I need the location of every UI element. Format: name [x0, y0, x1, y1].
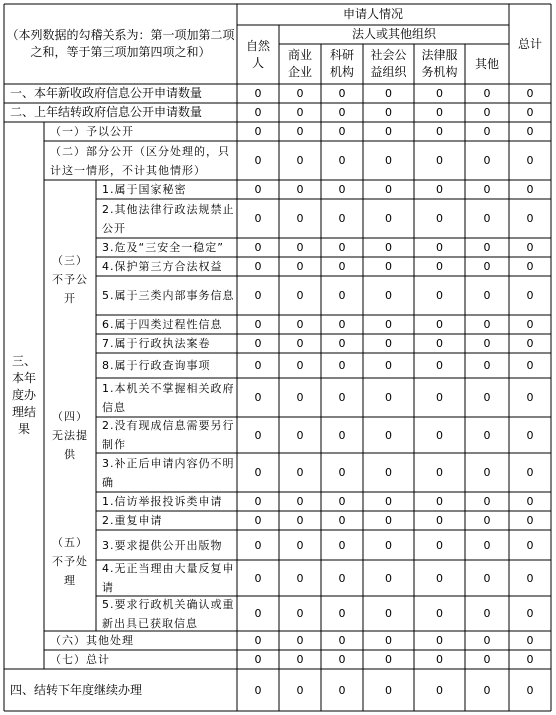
value-cell: 0 [385, 634, 392, 647]
value-cell: 0 [385, 359, 392, 372]
row-label: 3.危及“三安全一稳定” [102, 241, 224, 254]
value-cell: 0 [526, 183, 534, 196]
value-cell: 0 [526, 359, 534, 372]
value-cell: 0 [483, 359, 491, 372]
value-cell: 0 [436, 653, 443, 666]
value-cell: 0 [526, 571, 534, 585]
value-cell: 0 [483, 289, 491, 302]
not-processed-label: （五）不予处理 [52, 536, 88, 587]
value-cell: 0 [338, 514, 346, 527]
value-cell: 0 [436, 154, 443, 167]
value-cell: 0 [338, 318, 346, 331]
value-cell: 0 [254, 154, 262, 167]
value-cell: 0 [385, 571, 392, 585]
value-cell: 0 [254, 241, 262, 254]
value-cell: 0 [526, 212, 534, 225]
value-cell: 0 [385, 391, 392, 404]
value-cell: 0 [338, 154, 346, 167]
value-cell: 0 [483, 318, 491, 331]
value-cell: 0 [483, 154, 491, 167]
row-label: 2.重复申请 [102, 514, 163, 527]
value-cell: 0 [254, 428, 262, 442]
row-label: 5.要求行政机关确认或重新出具已获取信息 [102, 597, 235, 630]
value-cell: 0 [385, 125, 392, 138]
header-legal-org: 法人或其他组织 [351, 27, 436, 41]
value-cell: 0 [526, 428, 534, 442]
value-cell: 0 [338, 391, 346, 404]
row-label: 4.保护第三方合法权益 [102, 260, 223, 273]
value-cell: 0 [296, 428, 304, 442]
value-cell: 0 [526, 391, 534, 404]
header-applicant-info: 申请人情况 [342, 7, 403, 21]
value-cell: 0 [436, 106, 443, 119]
value-cell: 0 [296, 514, 304, 527]
row-label: （一）予以公开 [50, 125, 134, 138]
value-cell: 0 [483, 241, 491, 254]
value-cell: 0 [254, 683, 262, 697]
row-label: 1.属于国家秘密 [102, 183, 187, 196]
value-cell: 0 [483, 183, 491, 196]
value-cell: 0 [436, 125, 443, 138]
value-cell: 0 [385, 538, 392, 552]
value-cell: 0 [338, 337, 346, 350]
header-social-welfare: 社会公益组织 [370, 48, 407, 79]
row-label: 1.信访举报投诉类申请 [102, 495, 223, 508]
value-cell: 0 [296, 289, 304, 302]
header-research: 科研机构 [329, 48, 354, 79]
value-cell: 0 [254, 337, 262, 350]
value-cell: 0 [436, 212, 443, 225]
value-cell: 0 [483, 514, 491, 527]
not-disclosed-label: （三）不予公开 [52, 253, 88, 305]
value-cell: 0 [338, 653, 346, 666]
header-legal-service: 法律服务机构 [421, 48, 458, 79]
value-cell: 0 [483, 538, 491, 552]
value-cell: 0 [385, 212, 392, 225]
value-cell: 0 [483, 212, 491, 225]
value-cell: 0 [436, 495, 443, 508]
value-cell: 0 [296, 571, 304, 585]
row-label: （二）部分公开（区分处理的，只计这一情形，不计其他情形） [50, 144, 230, 177]
value-cell: 0 [436, 683, 443, 697]
row-label: 2.没有现成信息需要另行制作 [102, 419, 235, 451]
value-cell: 0 [385, 653, 392, 666]
value-cell: 0 [296, 87, 304, 100]
value-cell: 0 [526, 495, 534, 508]
value-cell: 0 [436, 359, 443, 372]
value-cell: 0 [526, 514, 534, 527]
value-cell: 0 [526, 289, 534, 302]
value-cell: 0 [254, 607, 262, 620]
value-cell: 0 [385, 318, 392, 331]
value-cell: 0 [254, 87, 262, 100]
value-cell: 0 [385, 289, 392, 302]
value-cell: 0 [254, 653, 262, 666]
row-label: 3.补正后申请内容仍不明确 [102, 456, 235, 489]
value-cell: 0 [296, 466, 304, 479]
value-cell: 0 [436, 318, 443, 331]
value-cell: 0 [338, 183, 346, 196]
value-cell: 0 [296, 183, 304, 196]
value-cell: 0 [254, 289, 262, 302]
value-cell: 0 [338, 359, 346, 372]
value-cell: 0 [254, 391, 262, 404]
value-cell: 0 [338, 683, 346, 697]
value-cell: 0 [296, 154, 304, 167]
header-total: 总计 [517, 36, 542, 51]
row-label: 4.无正当理由大量反复申请 [102, 562, 235, 594]
value-cell: 0 [385, 495, 392, 508]
value-cell: 0 [526, 634, 534, 647]
value-cell: 0 [526, 683, 534, 697]
value-cell: 0 [254, 634, 262, 647]
value-cell: 0 [483, 260, 491, 273]
value-cell: 0 [483, 683, 491, 697]
value-cell: 0 [254, 359, 262, 372]
value-cell: 0 [436, 634, 443, 647]
value-cell: 0 [436, 260, 443, 273]
value-cell: 0 [526, 125, 534, 138]
value-cell: 0 [526, 318, 534, 331]
value-cell: 0 [296, 607, 304, 620]
row-label: 1.本机关不掌握相关政府信息 [102, 381, 235, 414]
value-cell: 0 [338, 571, 346, 585]
row-label: 四、结转下年度继续办理 [10, 682, 143, 697]
value-cell: 0 [254, 106, 262, 119]
value-cell: 0 [526, 154, 534, 167]
value-cell: 0 [296, 212, 304, 225]
value-cell: 0 [436, 337, 443, 350]
value-cell: 0 [338, 466, 346, 479]
value-cell: 0 [338, 106, 346, 119]
value-cell: 0 [436, 183, 443, 196]
value-cell: 0 [254, 125, 262, 138]
value-cell: 0 [254, 538, 262, 552]
value-cell: 0 [526, 653, 534, 666]
value-cell: 0 [385, 183, 392, 196]
row-label: 5.属于三类内部事务信息 [102, 289, 235, 302]
value-cell: 0 [338, 289, 346, 302]
value-cell: 0 [483, 391, 491, 404]
intro-note: （本列数据的勾稽关系为：第一项加第二项之和，等于第三项加第四项之和） [6, 28, 235, 59]
value-cell: 0 [254, 318, 262, 331]
row-label: 7.属于行政执法案卷 [102, 337, 211, 350]
value-cell: 0 [436, 466, 443, 479]
row-label: 8.属于行政查询事项 [102, 359, 211, 372]
value-cell: 0 [385, 683, 392, 697]
value-cell: 0 [436, 241, 443, 254]
value-cell: 0 [483, 466, 491, 479]
value-cell: 0 [385, 428, 392, 442]
value-cell: 0 [296, 683, 304, 697]
value-cell: 0 [385, 106, 392, 119]
value-cell: 0 [483, 653, 491, 666]
value-cell: 0 [436, 538, 443, 552]
row-label: 6.属于四类过程性信息 [102, 318, 223, 331]
header-commercial: 商业企业 [287, 48, 312, 79]
value-cell: 0 [338, 428, 346, 442]
header-other: 其他 [474, 56, 499, 71]
value-cell: 0 [436, 514, 443, 527]
row-label: （七）总计 [50, 653, 110, 666]
value-cell: 0 [483, 106, 491, 119]
value-cell: 0 [254, 466, 262, 479]
value-cell: 0 [526, 106, 534, 119]
value-cell: 0 [338, 87, 346, 100]
value-cell: 0 [483, 607, 491, 620]
value-cell: 0 [254, 495, 262, 508]
value-cell: 0 [483, 634, 491, 647]
value-cell: 0 [436, 87, 443, 100]
value-cell: 0 [254, 212, 262, 225]
value-cell: 0 [338, 495, 346, 508]
value-cell: 0 [483, 87, 491, 100]
value-cell: 0 [483, 571, 491, 585]
value-cell: 0 [526, 260, 534, 273]
value-cell: 0 [338, 212, 346, 225]
section3-label: 三、本年度办理结果 [11, 354, 36, 436]
value-cell: 0 [526, 337, 534, 350]
value-cell: 0 [385, 514, 392, 527]
value-cell: 0 [385, 241, 392, 254]
row-label: 2.其他法律行政法规禁止公开 [102, 202, 235, 235]
value-cell: 0 [483, 337, 491, 350]
row-label: （六）其他处理 [50, 634, 134, 647]
unable-provide-label: （四）无法提供 [52, 409, 88, 461]
value-cell: 0 [338, 260, 346, 273]
value-cell: 0 [436, 289, 443, 302]
value-cell: 0 [296, 260, 304, 273]
value-cell: 0 [526, 87, 534, 100]
value-cell: 0 [296, 538, 304, 552]
value-cell: 0 [296, 653, 304, 666]
value-cell: 0 [296, 391, 304, 404]
value-cell: 0 [526, 466, 534, 479]
value-cell: 0 [436, 428, 443, 442]
value-cell: 0 [526, 538, 534, 552]
value-cell: 0 [296, 495, 304, 508]
value-cell: 0 [385, 607, 392, 620]
value-cell: 0 [338, 125, 346, 138]
value-cell: 0 [338, 607, 346, 620]
row-label: 二、上年结转政府信息公开申请数量 [10, 105, 203, 119]
row-label: 一、本年新收政府信息公开申请数量 [10, 86, 203, 100]
value-cell: 0 [385, 466, 392, 479]
value-cell: 0 [385, 337, 392, 350]
value-cell: 0 [338, 634, 346, 647]
value-cell: 0 [296, 318, 304, 331]
value-cell: 0 [526, 607, 534, 620]
value-cell: 0 [296, 106, 304, 119]
value-cell: 0 [254, 514, 262, 527]
value-cell: 0 [385, 260, 392, 273]
value-cell: 0 [436, 607, 443, 620]
value-cell: 0 [385, 154, 392, 167]
value-cell: 0 [436, 391, 443, 404]
value-cell: 0 [483, 495, 491, 508]
value-cell: 0 [338, 538, 346, 552]
value-cell: 0 [436, 571, 443, 585]
value-cell: 0 [526, 241, 534, 254]
value-cell: 0 [254, 571, 262, 585]
value-cell: 0 [296, 359, 304, 372]
value-cell: 0 [296, 634, 304, 647]
row-label: 3.要求提供公开出版物 [102, 538, 223, 552]
value-cell: 0 [483, 125, 491, 138]
header-natural-person: 自然人 [245, 38, 270, 70]
value-cell: 0 [296, 337, 304, 350]
value-cell: 0 [338, 241, 346, 254]
value-cell: 0 [296, 241, 304, 254]
value-cell: 0 [296, 125, 304, 138]
value-cell: 0 [483, 428, 491, 442]
value-cell: 0 [254, 260, 262, 273]
value-cell: 0 [254, 183, 262, 196]
value-cell: 0 [385, 87, 392, 100]
